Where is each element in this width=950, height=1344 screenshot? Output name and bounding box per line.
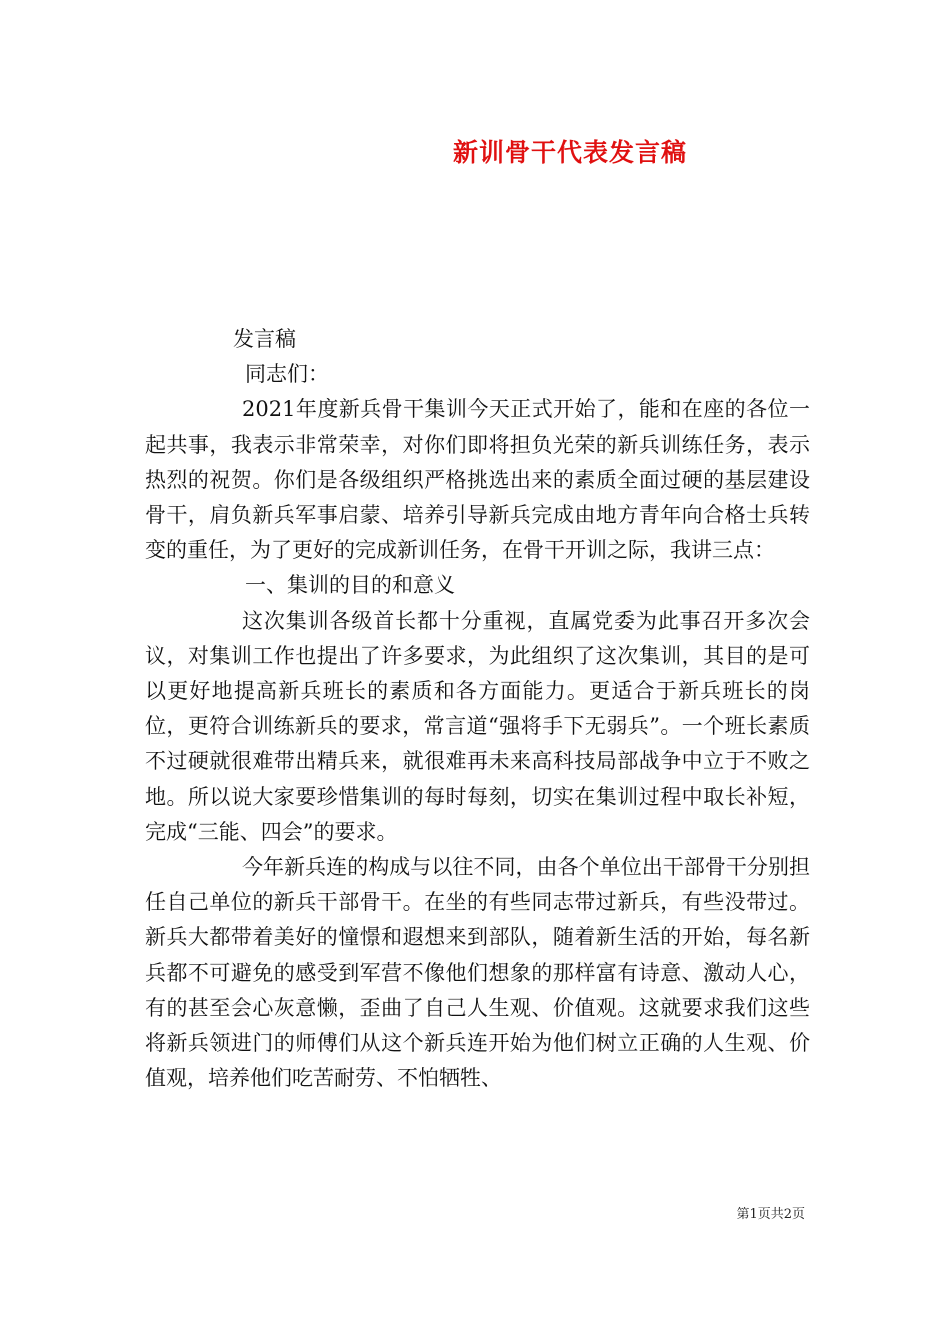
document-body bbox=[145, 322, 810, 1096]
section-heading: 一、集训的目的和意义 bbox=[245, 573, 455, 598]
paragraph-composition: 今年新兵连的构成与以往不同，由各个单位出干部骨干分别担任自己单位的新兵干部骨干。在坐的有些同志带过新兵，有些没带过。新兵大都带着美好的憧憬和遐想来到部队，随着新生活的开始，每名新兵都不可避免的感受到军营不像他们想象的那样富有诗意、激动人心，有的甚至会心灰意懒，歪曲了自己人生观、价值观。这就要求我们这些将新兵领进门的师傅们从这个新兵连开始为他们树立正确的人生观、价值观，培养他们吃苦耐劳、不怕牺牲、 bbox=[145, 855, 810, 1091]
salutation: 同志们： bbox=[245, 362, 329, 387]
paragraph-purpose: 这次集训各级首长都十分重视，直属党委为此事召开多次会议，对集训工作也提出了许多要求，为此组织了这次集训，其目的是可以更好地提高新兵班长的素质和各方面能力。更适合于新兵班长的岗位，更符合训练新兵的要求，常言道“强将手下无弱兵”。一个班长素质不过硬就很难带出精兵来，就很难再未来高科技局部战争中立于不败之地。所以说大家要珍惜集训的每时每刻，切实在集训过程中取长补短，完成“三能、四会”的要求。 bbox=[145, 608, 810, 844]
document-title: 新训骨干代表发言稿 bbox=[452, 138, 687, 167]
document-label: 发言稿 bbox=[233, 327, 296, 351]
paragraph-intro: 2021年度新兵骨干集训今天正式开始了，能和在座的各位一起共事，我表示非常荣幸，对你们即将担负光荣的新兵训练任务，表示热烈的祝贺。你们是各级组织严格挑选出来的素质全面过硬的基层建设骨干，肩负新兵军事启蒙、培养引导新兵完成由地方青年向合格士兵转变的重任，为了更好的完成新训任务，在骨干开训之际，我讲三点： bbox=[145, 397, 810, 563]
page-number-footer: 第1页共2页 bbox=[736, 1207, 805, 1222]
